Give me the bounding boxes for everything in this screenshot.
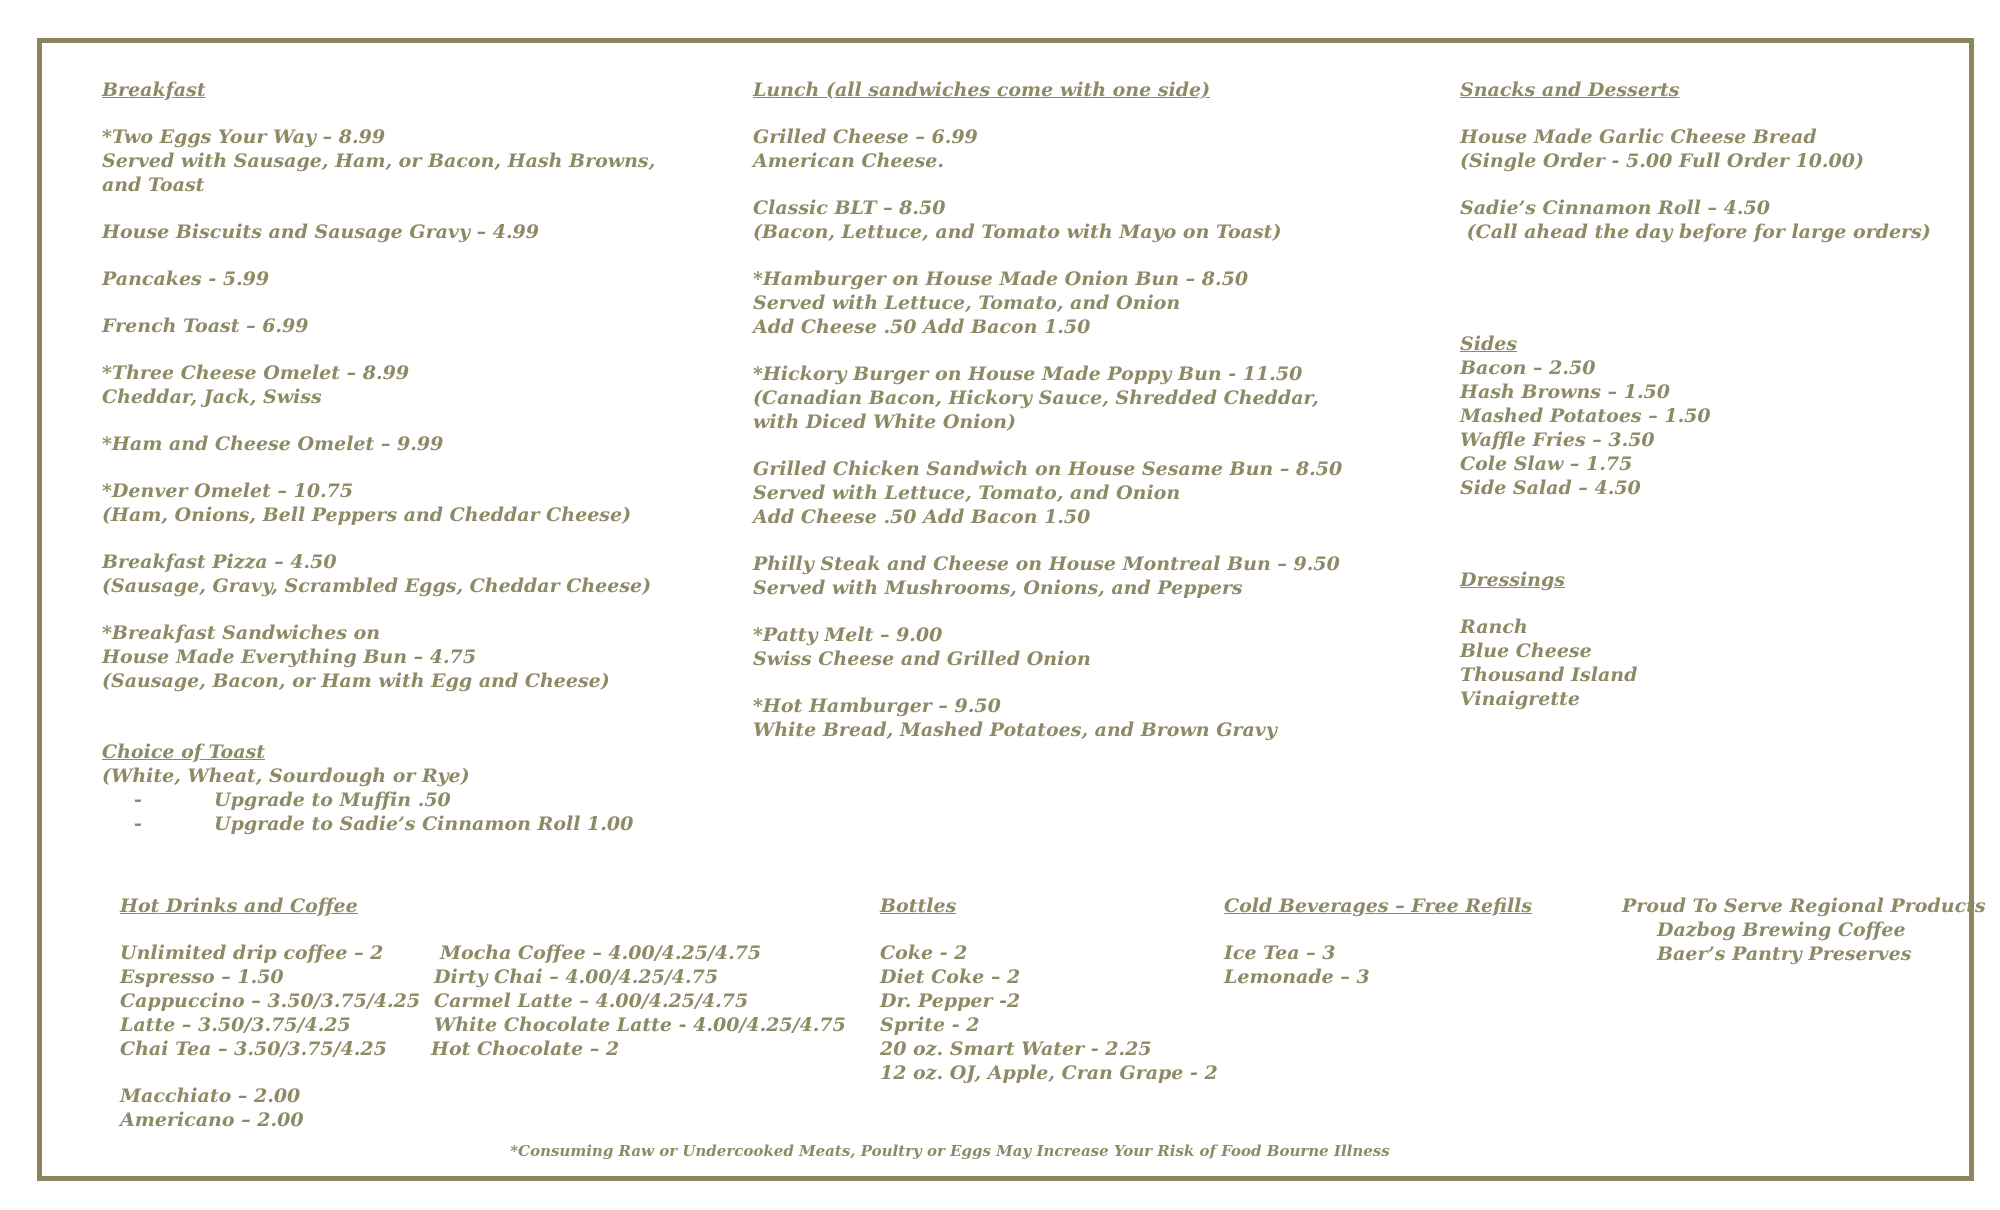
regional-item: Baer’s Pantry Preserves (1657, 943, 1912, 965)
menu-item-desc: and Toast (102, 174, 205, 196)
menu-item-desc: Served with Lettuce, Tomato, and Onion (753, 292, 1181, 314)
drink-item: Carmel Latte – 4.00/4.25/4.75 (434, 990, 749, 1012)
sides-heading: Sides (1460, 333, 1518, 355)
dressing-item: Thousand Island (1460, 664, 1638, 686)
drink-item: Macchiato – 2.00 (120, 1085, 301, 1107)
menu-item-title: *Hamburger on House Made Onion Bun – 8.50 (753, 268, 1249, 290)
menu-item-desc: (Sausage, Gravy, Scrambled Eggs, Cheddar Cheese) (102, 575, 652, 597)
snacks-heading: Snacks and Desserts (1460, 79, 1680, 101)
menu-item-desc: Served with Lettuce, Tomato, and Onion (753, 482, 1181, 504)
drink-item: Mocha Coffee – 4.00/4.25/4.75 (440, 942, 762, 964)
side-item: Hash Browns – 1.50 (1460, 381, 1671, 403)
side-item: Waffle Fries – 3.50 (1460, 429, 1655, 451)
menu-item-desc: Cheddar, Jack, Swiss (102, 386, 322, 408)
snacks-section (1460, 78, 1931, 244)
breakfast-section (102, 78, 655, 836)
menu-item-title: *Hickory Burger on House Made Poppy Bun - 11.50 (753, 363, 1303, 385)
menu-item-title: Breakfast Pizza – 4.50 (102, 551, 337, 573)
lunch-section (753, 78, 1342, 742)
bottles-section (880, 894, 1218, 1085)
menu-item-title: *Two Eggs Your Way – 8.99 (102, 126, 386, 148)
toast-bullet-text: Upgrade to Sadie’s Cinnamon Roll 1.00 (214, 813, 634, 835)
menu-item-title: Sadie’s Cinnamon Roll – 4.50 (1460, 197, 1770, 219)
menu-item-title: *Breakfast Sandwiches on (102, 622, 381, 644)
menu-item-desc: (Canadian Bacon, Hickory Sauce, Shredded Cheddar, (753, 387, 1319, 409)
menu-item-title: Grilled Cheese – 6.99 (753, 126, 978, 148)
toast-bullet: - Upgrade to Sadie’s Cinnamon Roll 1.00 (134, 813, 634, 835)
menu-item-title: Classic BLT – 8.50 (753, 197, 946, 219)
menu-item-desc: White Bread, Mashed Potatoes, and Brown Gravy (753, 719, 1277, 741)
hot-drinks-section (120, 894, 420, 1132)
side-item: Side Salad – 4.50 (1460, 477, 1641, 499)
dressings-section (1460, 568, 1637, 711)
menu-item-title: Philly Steak and Cheese on House Montreal Bun – 9.50 (753, 553, 1340, 575)
lunch-heading: Lunch (all sandwiches come with one side) (753, 79, 1211, 101)
drink-item: Dirty Chai – 4.00/4.25/4.75 (434, 966, 719, 988)
side-item: Bacon – 2.50 (1460, 357, 1596, 379)
menu-item-desc: Swiss Cheese and Grilled Onion (753, 648, 1091, 670)
menu-item-title: House Made Everything Bun – 4.75 (102, 646, 477, 668)
menu-item-title: *Hot Hamburger – 9.50 (753, 695, 1001, 717)
bottles-heading: Bottles (880, 895, 957, 917)
menu-item-desc: with Diced White Onion) (753, 411, 1016, 433)
hot-drinks-right-column (431, 941, 846, 1061)
menu-item-title: Grilled Chicken Sandwich on House Sesame Bun – 8.50 (753, 458, 1343, 480)
menu-item-title: French Toast – 6.99 (102, 315, 309, 337)
dressing-item: Vinaigrette (1460, 688, 1580, 710)
cold-item: Lemonade – 3 (1224, 966, 1370, 988)
cold-beverages-section (1224, 894, 1532, 989)
breakfast-heading: Breakfast (102, 79, 206, 101)
dressing-item: Blue Cheese (1460, 640, 1592, 662)
menu-item-desc: American Cheese. (753, 150, 944, 172)
bottle-item: Coke - 2 (880, 942, 968, 964)
hot-drinks-heading: Hot Drinks and Coffee (120, 895, 358, 917)
bottle-item: 20 oz. Smart Water - 2.25 (880, 1038, 1152, 1060)
drink-item: Espresso – 1.50 (120, 966, 284, 988)
menu-item-title: Pancakes - 5.99 (102, 268, 270, 290)
side-item: Mashed Potatoes – 1.50 (1460, 405, 1711, 427)
menu-item-desc: Served with Mushrooms, Onions, and Peppers (753, 577, 1243, 599)
drink-item: Chai Tea – 3.50/3.75/4.25 (120, 1038, 387, 1060)
bottle-item: Diet Coke – 2 (880, 966, 1021, 988)
menu-item-desc: Add Cheese .50 Add Bacon 1.50 (753, 316, 1091, 338)
menu-item-title: *Patty Melt – 9.00 (753, 624, 943, 646)
menu-item-desc: Add Cheese .50 Add Bacon 1.50 (753, 506, 1091, 528)
drink-item: Latte – 3.50/3.75/4.25 (120, 1014, 351, 1036)
food-safety-disclaimer: *Consuming Raw or Undercooked Meats, Poultry or Eggs May Increase Your Risk of Food Bourne Illness (510, 1142, 1390, 1160)
menu-item-title: *Ham and Cheese Omelet – 9.99 (102, 433, 444, 455)
menu-item-desc: (Bacon, Lettuce, and Tomato with Mayo on Toast) (753, 221, 1282, 243)
menu-item-title: *Three Cheese Omelet – 8.99 (102, 362, 410, 384)
bottle-item: Dr. Pepper -2 (880, 990, 1021, 1012)
sides-section (1460, 332, 1711, 500)
bottle-item: 12 oz. OJ, Apple, Cran Grape - 2 (880, 1062, 1218, 1084)
menu-item-desc: (Call ahead the day before for large orders) (1460, 221, 1931, 243)
regional-heading: Proud To Serve Regional Products (1622, 895, 1986, 917)
drink-item: White Chocolate Latte - 4.00/4.25/4.75 (434, 1014, 846, 1036)
toast-heading: Choice of Toast (102, 741, 265, 763)
toast-bullet-text: Upgrade to Muffin .50 (214, 789, 451, 811)
menu-item-title: House Biscuits and Sausage Gravy – 4.99 (102, 221, 539, 243)
drink-item: Cappuccino – 3.50/3.75/4.25 (120, 990, 421, 1012)
toast-options: (White, Wheat, Sourdough or Rye) (102, 765, 470, 787)
toast-bullet: - Upgrade to Muffin .50 (134, 789, 451, 811)
drink-item: Americano – 2.00 (120, 1109, 304, 1131)
bottle-item: Sprite - 2 (880, 1014, 980, 1036)
menu-item-title: *Denver Omelet – 10.75 (102, 480, 354, 502)
dressing-item: Ranch (1460, 616, 1528, 638)
menu-item-desc: (Ham, Onions, Bell Peppers and Cheddar Cheese) (102, 504, 632, 526)
dressings-heading: Dressings (1460, 569, 1565, 591)
regional-products-section (1622, 894, 1986, 966)
drink-item: Unlimited drip coffee – 2 (120, 942, 384, 964)
cold-beverages-heading: Cold Beverages – Free Refills (1224, 895, 1533, 917)
regional-item: Dazbog Brewing Coffee (1657, 919, 1906, 941)
drink-item: Hot Chocolate – 2 (431, 1038, 620, 1060)
cold-item: Ice Tea – 3 (1224, 942, 1336, 964)
menu-item-desc: Served with Sausage, Ham, or Bacon, Hash Browns, (102, 150, 656, 172)
side-item: Cole Slaw – 1.75 (1460, 453, 1633, 475)
menu-item-desc: (Sausage, Bacon, or Ham with Egg and Cheese) (102, 670, 610, 692)
menu-item-title: House Made Garlic Cheese Bread (1460, 126, 1817, 148)
menu-item-desc: (Single Order - 5.00 Full Order 10.00) (1460, 150, 1864, 172)
